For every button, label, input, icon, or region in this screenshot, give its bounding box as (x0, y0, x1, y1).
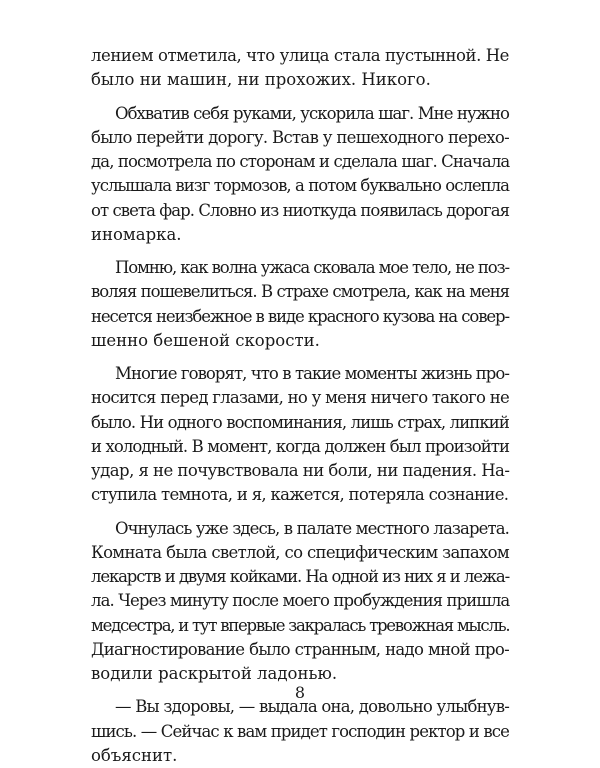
text-line: Многие говорят, что в такие моменты жизнь про- (115, 364, 509, 383)
text-line: и холодный. В момент, когда должен был произойти (91, 436, 509, 456)
text-line: несется неизбежное в виде красного кузова на совер- (91, 306, 509, 326)
text-line: объяснит. (91, 745, 178, 765)
text-line: Очнулась уже здесь, в палате местного лазарета. (115, 518, 509, 538)
text-line: иномарка. (91, 224, 182, 244)
text-line: воляя пошевелиться. В страхе смотрела, как на меня (91, 282, 509, 302)
paragraph (91, 517, 509, 687)
text-line: лением отметила, что улица стала пустынной. Не (91, 46, 509, 65)
text-line: удар, я не почувствовала ни боли, ни падения. На- (91, 461, 510, 480)
text-line: лекарств и двумя койками. На одной из них я и лежа- (91, 567, 509, 586)
text-line: было ни машин, ни прохожих. Никого. (91, 70, 431, 90)
text-line: водили раскрытой ладонью. (91, 664, 338, 683)
text-line: было. Ни одного воспоминания, лишь страх, липкий (91, 412, 509, 432)
paragraph (91, 44, 509, 93)
body-text (91, 44, 509, 768)
text-line: Обхватив себя руками, ускорила шаг. Мне нужно (115, 103, 509, 123)
text-line: было перейти дорогу. Встав у пешеходного перехо- (91, 127, 509, 147)
paragraph (91, 362, 509, 508)
text-line: ла. Через минуту после моего пробуждения пришла (91, 591, 510, 611)
text-line: да, посмотрела по сторонам и сделала шаг. Сначала (91, 152, 510, 171)
text-line: услышала визг тормозов, а потом буквально ослепла (91, 176, 509, 196)
text-line: ступила темнота, и я, кажется, потеряла сознание. (91, 485, 509, 505)
text-line: медсестра, и тут впервые закралась тревожная мысль. (91, 615, 510, 635)
paragraph (91, 695, 509, 768)
text-line: шенно бешеной скорости. (91, 330, 320, 350)
page-number: 8 (294, 683, 306, 702)
text-line: Комната была светлой, со специфическим запахом (91, 542, 509, 562)
paragraph (91, 256, 509, 353)
text-line: Помню, как волна ужаса сковала мое тело, не поз- (115, 258, 510, 277)
text-line: — Вы здоровы, — выдала она, довольно улыбнув- (115, 697, 509, 717)
text-line: Диагностирование было странным, надо мной про- (91, 639, 509, 659)
text-line: от света фар. Словно из ниоткуда появилась дорогая (91, 200, 510, 220)
paragraph (91, 102, 509, 248)
text-line: шись. — Сейчас к вам придет господин ректор и все (91, 721, 509, 741)
text-line: носится перед глазами, но у меня ничего такого не (91, 388, 509, 408)
